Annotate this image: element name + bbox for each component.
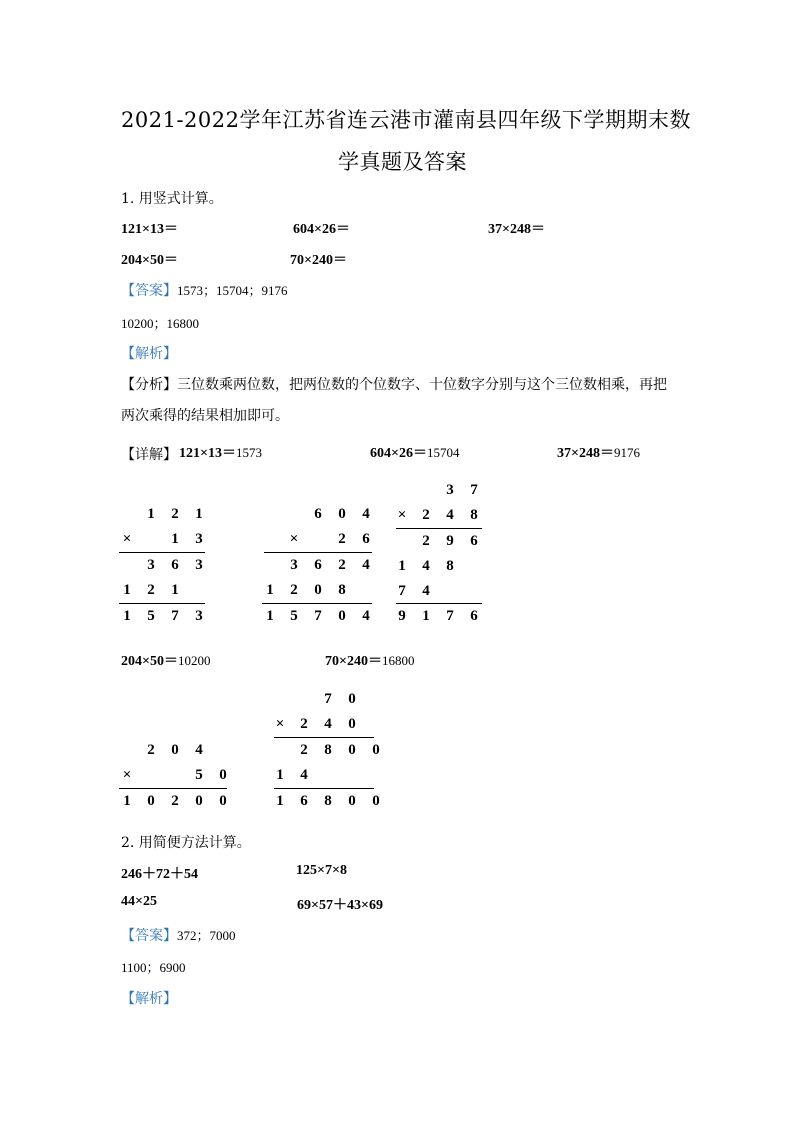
answer-tag: 【答案】 (121, 283, 177, 299)
digit: 0 (348, 716, 356, 732)
q1-detail-1 (179, 442, 262, 462)
digit: 4 (324, 716, 332, 732)
digit: 8 (338, 582, 346, 598)
digit: 0 (372, 793, 380, 809)
digit: 0 (219, 793, 227, 809)
digit: 0 (338, 608, 346, 624)
q1-detail-3 (557, 442, 640, 462)
digit: 5 (195, 767, 203, 783)
digit: 2 (422, 533, 430, 549)
digit: 7 (446, 608, 454, 624)
multiply-sign: × (122, 767, 132, 783)
q1-stem: 1. 用竖式计算。 (121, 191, 223, 207)
multiply-sign: × (122, 531, 132, 547)
digit: 4 (362, 557, 370, 573)
fenxi-tag: 【分析】 (121, 377, 177, 393)
digit: 7 (470, 482, 478, 498)
digit: 0 (314, 582, 322, 598)
detail-expr: 37×248＝ (557, 446, 614, 461)
digit: 4 (446, 507, 454, 523)
page-title-line1: 2021-2022学年江苏省连云港市灌南县四年级下学期期末数 (121, 108, 691, 132)
vertical-calc-70x240 (268, 687, 388, 817)
vertical-calc-604x26 (258, 502, 378, 632)
q2-answer-line2: 1100；6900 (121, 960, 186, 975)
detail-result: 9176 (613, 445, 640, 460)
digit: 8 (324, 742, 332, 758)
digit: 6 (362, 531, 370, 547)
digit: 6 (171, 557, 179, 573)
q2-expr-4: 69×57＋43×69 (297, 898, 383, 913)
q2-expr-1: 246＋72＋54 (121, 867, 198, 882)
digit: 1 (422, 608, 430, 624)
q2-analysis-tag: 【解析】 (121, 991, 177, 1007)
digit: 4 (362, 506, 370, 522)
digit: 2 (171, 506, 179, 522)
answer-text: 372；7000 (177, 928, 236, 943)
digit: 3 (446, 482, 454, 498)
digit: 1 (147, 506, 155, 522)
digit: 2 (338, 557, 346, 573)
digit: 2 (147, 582, 155, 598)
digit: 2 (422, 507, 430, 523)
fenxi-text: 三位数乘两位数，把两位数的个位数字、十位数字分别与这个三位数相乘，再把 (177, 377, 667, 393)
digit: 4 (300, 767, 308, 783)
q1-expr-4: 204×50＝ (121, 253, 178, 268)
detail-result: 16800 (381, 653, 415, 668)
digit: 5 (290, 608, 298, 624)
digit: 6 (470, 608, 478, 624)
q1-detail-4 (121, 650, 210, 670)
digit: 6 (314, 557, 322, 573)
q2-stem: 2. 用简便方法计算。 (121, 835, 251, 851)
q1-expr-2: 604×26＝ (293, 222, 350, 237)
digit: 2 (171, 793, 179, 809)
q1-expr-5: 70×240＝ (290, 253, 347, 268)
digit: 0 (348, 793, 356, 809)
detail-expr: 121×13＝ (179, 446, 236, 461)
digit: 3 (195, 608, 203, 624)
digit: 1 (123, 793, 131, 809)
digit: 4 (195, 742, 203, 758)
digit: 0 (348, 742, 356, 758)
digit: 2 (147, 742, 155, 758)
digit: 8 (446, 558, 454, 574)
digit: 0 (348, 691, 356, 707)
digit: 3 (195, 557, 203, 573)
page-title-line2: 学真题及答案 (338, 150, 467, 174)
digit: 0 (195, 793, 203, 809)
digit: 1 (171, 582, 179, 598)
detail-result: 15704 (426, 445, 460, 460)
digit: 1 (123, 582, 131, 598)
q1-fenxi-line2: 两次乘得的结果相加即可。 (121, 408, 289, 424)
digit: 0 (372, 742, 380, 758)
q1-detail-tag: 【详解】 (121, 447, 177, 463)
q1-expr-1: 121×13＝ (121, 222, 178, 237)
digit: 5 (147, 608, 155, 624)
digit: 3 (195, 531, 203, 547)
digit: 3 (290, 557, 298, 573)
digit: 0 (147, 793, 155, 809)
digit: 7 (398, 583, 406, 599)
detail-result: 1573 (235, 445, 262, 460)
digit: 7 (171, 608, 179, 624)
digit: 1 (123, 608, 131, 624)
digit: 2 (290, 582, 298, 598)
multiply-sign: × (289, 531, 299, 547)
digit: 9 (446, 533, 454, 549)
digit: 2 (300, 742, 308, 758)
q2-expr-2: 125×7×8 (296, 863, 347, 878)
answer-tag: 【答案】 (121, 928, 177, 944)
digit: 2 (338, 531, 346, 547)
digit: 1 (266, 608, 274, 624)
digit: 8 (324, 793, 332, 809)
detail-expr: 604×26＝ (370, 446, 427, 461)
vertical-calc-204x50 (115, 738, 235, 816)
digit: 0 (171, 742, 179, 758)
digit: 1 (398, 558, 406, 574)
digit: 4 (422, 583, 430, 599)
digit: 6 (314, 506, 322, 522)
digit: 6 (470, 533, 478, 549)
digit: 7 (314, 608, 322, 624)
digit: 7 (324, 691, 332, 707)
vertical-calc-37x248 (390, 478, 486, 634)
digit: 3 (147, 557, 155, 573)
detail-expr: 204×50＝ (121, 654, 178, 669)
q2-answer (121, 925, 236, 945)
digit: 0 (338, 506, 346, 522)
digit: 2 (300, 716, 308, 732)
q1-answer-line2: 10200；16800 (121, 316, 200, 331)
digit: 1 (171, 531, 179, 547)
q1-detail-2 (370, 442, 459, 462)
digit: 1 (276, 767, 284, 783)
q1-fenxi (121, 374, 667, 394)
q1-analysis-tag: 【解析】 (121, 346, 177, 362)
detail-expr: 70×240＝ (325, 654, 382, 669)
answer-text: 1573；15704；9176 (177, 283, 288, 298)
digit: 8 (470, 507, 478, 523)
q1-detail-5 (325, 650, 414, 670)
q2-expr-3: 44×25 (121, 894, 157, 909)
detail-result: 10200 (177, 653, 211, 668)
digit: 1 (276, 793, 284, 809)
digit: 1 (266, 582, 274, 598)
q1-expr-3: 37×248＝ (488, 222, 545, 237)
multiply-sign: × (397, 507, 407, 523)
multiply-sign: × (275, 716, 285, 732)
digit: 4 (362, 608, 370, 624)
digit: 9 (398, 608, 406, 624)
digit: 1 (195, 506, 203, 522)
digit: 4 (422, 558, 430, 574)
digit: 6 (300, 793, 308, 809)
digit: 0 (219, 767, 227, 783)
q1-answer (121, 280, 288, 300)
vertical-calc-121x13 (115, 502, 211, 632)
